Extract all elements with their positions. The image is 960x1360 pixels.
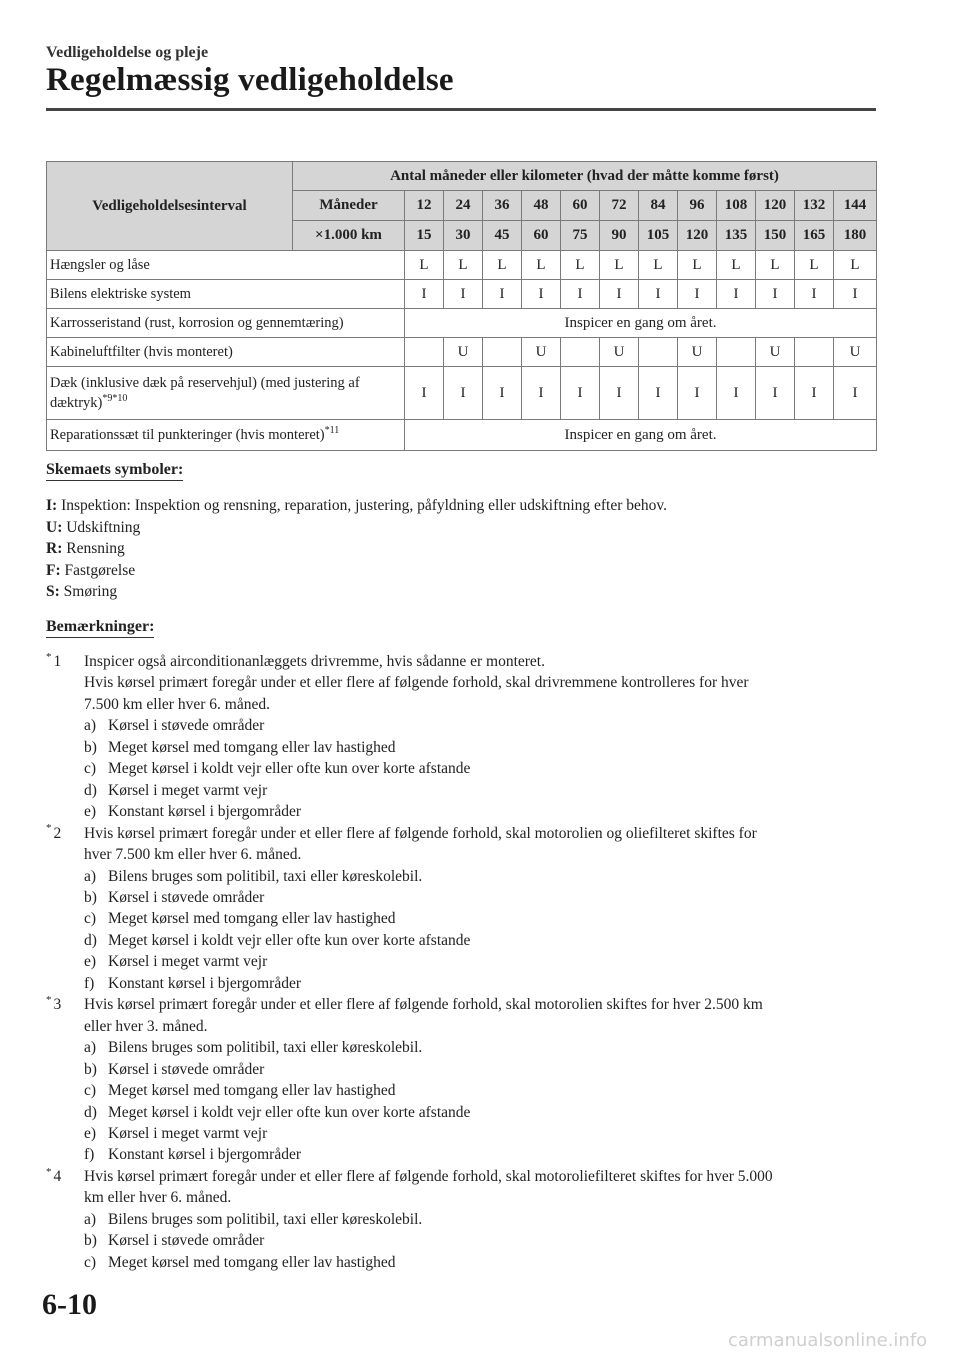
subitem-text: Meget kørsel i koldt vejr eller ofte kun over korte afstande	[108, 760, 471, 778]
km-value: 150	[756, 221, 795, 251]
subitem-letter: a)	[84, 717, 97, 735]
table-row	[47, 338, 877, 367]
note-line: Hvis kørsel primært foregår under et eller flere af følgende forhold, skal motorolien skiftes for hver 2.500 km	[84, 996, 763, 1014]
note-subitem	[84, 1037, 886, 1058]
subitem-text: Kørsel i støvede områder	[108, 717, 265, 735]
month-value: 72	[600, 191, 639, 221]
table-cell	[717, 338, 756, 367]
subitem-text: Konstant kørsel i bjergområder	[108, 974, 301, 992]
km-value: 90	[600, 221, 639, 251]
note-number: 4	[53, 1167, 62, 1185]
km-value: 15	[405, 221, 444, 251]
km-value: 105	[639, 221, 678, 251]
month-value: 120	[756, 191, 795, 221]
interval-header: Vedligeholdelsesinterval	[47, 162, 293, 251]
table-cell: I	[600, 280, 639, 309]
subitem-text: Kørsel i støvede områder	[108, 888, 265, 906]
note-marker	[46, 994, 61, 1015]
km-value: 120	[678, 221, 717, 251]
subitem-letter: a)	[84, 867, 97, 885]
km-value: 75	[561, 221, 600, 251]
row-label-text: Karrosseristand (rust, korrosion og gennemtæring)	[50, 315, 344, 331]
table-cell: I	[717, 280, 756, 309]
symbol-key: S:	[46, 583, 60, 601]
subitem-letter: b)	[84, 738, 97, 756]
table-cell	[639, 338, 678, 367]
subitem-letter: e)	[84, 803, 97, 821]
symbol-key: U:	[46, 518, 63, 536]
row-label	[47, 338, 405, 367]
table-cell: I	[717, 367, 756, 420]
month-value: 60	[561, 191, 600, 221]
table-cell	[483, 338, 522, 367]
symbol-key: F:	[46, 561, 61, 579]
subitem-letter: d)	[84, 781, 97, 799]
row-label	[47, 367, 405, 420]
symbol-text: Udskiftning	[66, 518, 141, 536]
table-cell: I	[639, 280, 678, 309]
note-subitem	[84, 758, 886, 779]
note-subitem	[84, 973, 886, 994]
note-subitem	[84, 737, 886, 758]
note-number: 2	[53, 824, 62, 842]
symbols-heading: Skemaets symboler:	[46, 461, 183, 481]
note-number: 3	[53, 996, 62, 1014]
month-value: 132	[795, 191, 834, 221]
km-value: 60	[522, 221, 561, 251]
notes-heading: Bemærkninger:	[46, 618, 154, 638]
table-cell	[795, 338, 834, 367]
row-label	[47, 420, 405, 451]
table-cell: I	[795, 367, 834, 420]
table-cell: L	[522, 251, 561, 280]
note-item	[46, 651, 886, 823]
table-cell: I	[678, 280, 717, 309]
note-star: *	[46, 994, 52, 1007]
subitem-letter: b)	[84, 888, 97, 906]
note-subitem	[84, 1059, 886, 1080]
subitem-text: Meget kørsel med tomgang eller lav hastighed	[108, 910, 396, 928]
table-cell: U	[678, 338, 717, 367]
month-value: 36	[483, 191, 522, 221]
note-subitem	[84, 715, 886, 736]
subitem-letter: d)	[84, 931, 97, 949]
note-subitem	[84, 1102, 886, 1123]
page-number: 6-10	[42, 1288, 97, 1321]
row-label	[47, 251, 405, 280]
table-cell: U	[600, 338, 639, 367]
subitem-letter: d)	[84, 1103, 97, 1121]
note-subitem	[84, 1252, 886, 1273]
table-cell: U	[444, 338, 483, 367]
note-line: 7.500 km eller hver 6. måned.	[84, 695, 270, 713]
km-value: 30	[444, 221, 483, 251]
table-row	[47, 420, 877, 451]
note-item	[46, 823, 886, 995]
subitem-text: Bilens bruges som politibil, taxi eller køreskolebil.	[108, 867, 423, 885]
month-value: 24	[444, 191, 483, 221]
table-cell: U	[834, 338, 877, 367]
table-header-row	[47, 162, 877, 191]
watermark: carmanualsonline.info	[728, 1330, 928, 1351]
symbol-item	[46, 560, 667, 582]
subitem-text: Bilens bruges som politibil, taxi eller køreskolebil.	[108, 1210, 423, 1228]
symbol-key: I:	[46, 497, 58, 514]
subitem-letter: e)	[84, 953, 97, 971]
symbol-item	[46, 495, 667, 517]
note-subitem	[84, 908, 886, 929]
symbol-text: Inspektion: Inspektion og rensning, reparation, justering, påfyldning eller udskiftning efter behov.	[61, 497, 668, 514]
row-label	[47, 309, 405, 338]
note-subitem	[84, 1123, 886, 1144]
table-cell: I	[444, 280, 483, 309]
subitem-text: Kørsel i støvede områder	[108, 1060, 265, 1078]
symbol-text: Rensning	[66, 540, 125, 558]
symbol-text: Smøring	[63, 583, 118, 601]
note-line: Hvis kørsel primært foregår under et eller flere af følgende forhold, skal motorolien og oliefilteret skiftes for	[84, 824, 757, 842]
table-cell: L	[600, 251, 639, 280]
km-value: 180	[834, 221, 877, 251]
table-cell: L	[483, 251, 522, 280]
note-marker	[46, 1166, 61, 1187]
table-cell: I	[444, 367, 483, 420]
row-label-text: Kabineluftfilter (hvis monteret)	[50, 344, 233, 360]
month-value: 96	[678, 191, 717, 221]
subitem-letter: a)	[84, 1039, 97, 1057]
table-cell: I	[756, 280, 795, 309]
subitem-text: Meget kørsel med tomgang eller lav hastighed	[108, 738, 396, 756]
month-value: 108	[717, 191, 756, 221]
note-line: Hvis kørsel primært foregår under et eller flere af følgende forhold, skal drivremmene kontrolleres for hver	[84, 674, 749, 692]
subitem-letter: c)	[84, 760, 97, 778]
table-cell: I	[639, 367, 678, 420]
subitem-letter: a)	[84, 1210, 97, 1228]
table-cell	[561, 338, 600, 367]
subitem-text: Meget kørsel med tomgang eller lav hastighed	[108, 1253, 396, 1271]
table-cell: I	[834, 367, 877, 420]
page-title: Regelmæssig vedligeholdelse	[46, 62, 454, 98]
table-row	[47, 251, 877, 280]
note-subitem	[84, 1230, 886, 1251]
symbol-item	[46, 538, 667, 560]
note-star: *	[46, 822, 52, 835]
table-cell: I	[561, 280, 600, 309]
subitem-letter: b)	[84, 1060, 97, 1078]
km-label: ×1.000 km	[293, 221, 405, 251]
symbol-text: Fastgørelse	[64, 561, 136, 579]
table-cell: I	[561, 367, 600, 420]
table-cell: I	[678, 367, 717, 420]
subitem-letter: c)	[84, 1082, 97, 1100]
month-value: 12	[405, 191, 444, 221]
table-cell: I	[405, 367, 444, 420]
note-subitem	[84, 951, 886, 972]
note-subitem	[84, 866, 886, 887]
note-star: *	[46, 1165, 52, 1178]
subitem-letter: f)	[84, 1146, 95, 1164]
subitem-text: Konstant kørsel i bjergområder	[108, 1146, 301, 1164]
months-label: Måneder	[293, 191, 405, 221]
note-item	[46, 1166, 886, 1273]
table-cell: L	[639, 251, 678, 280]
table-row	[47, 367, 877, 420]
subitem-letter: b)	[84, 1232, 97, 1250]
month-value: 144	[834, 191, 877, 221]
table-cell: I	[522, 280, 561, 309]
symbol-item	[46, 581, 667, 603]
footnote-ref: *11	[324, 425, 340, 437]
span-header: Antal måneder eller kilometer (hvad der måtte komme først)	[293, 162, 877, 191]
subitem-letter: e)	[84, 1124, 97, 1142]
table-cell: I	[483, 280, 522, 309]
month-value: 48	[522, 191, 561, 221]
subitem-text: Meget kørsel i koldt vejr eller ofte kun over korte afstande	[108, 931, 471, 949]
row-label-text: Dæk (inklusive dæk på reservehjul) (med justering af dæktryk)	[50, 375, 360, 411]
span-cell: Inspicer en gang om året.	[405, 309, 877, 338]
symbol-item	[46, 517, 667, 539]
note-item	[46, 994, 886, 1166]
table-cell: L	[444, 251, 483, 280]
note-line: eller hver 3. måned.	[84, 1017, 208, 1035]
row-label	[47, 280, 405, 309]
note-subitem	[84, 780, 886, 801]
title-divider	[46, 108, 876, 111]
note-subitem	[84, 1080, 886, 1101]
subitem-letter: c)	[84, 910, 97, 928]
table-row	[47, 309, 877, 338]
table-cell: I	[834, 280, 877, 309]
note-marker	[46, 823, 61, 844]
maintenance-schedule-table	[46, 161, 877, 451]
table-cell: U	[522, 338, 561, 367]
notes-list	[46, 651, 886, 1273]
table-cell: L	[678, 251, 717, 280]
note-subitem	[84, 887, 886, 908]
table-cell: L	[405, 251, 444, 280]
month-value: 84	[639, 191, 678, 221]
subitem-letter: c)	[84, 1253, 97, 1271]
note-subitem	[84, 801, 886, 822]
section-label: Vedligeholdelse og pleje	[46, 44, 209, 61]
row-label-text: Reparationssæt til punkteringer (hvis monteret)	[50, 427, 325, 443]
table-row	[47, 280, 877, 309]
subitem-text: Meget kørsel i koldt vejr eller ofte kun over korte afstande	[108, 1103, 471, 1121]
subitem-text: Kørsel i støvede områder	[108, 1232, 265, 1250]
table-cell: I	[522, 367, 561, 420]
table-cell: L	[717, 251, 756, 280]
km-value: 45	[483, 221, 522, 251]
symbol-key: R:	[46, 540, 63, 558]
note-line: Hvis kørsel primært foregår under et eller flere af følgende forhold, skal motoroliefilteret skiftes for hver 5.000	[84, 1167, 773, 1185]
subitem-text: Kørsel i meget varmt vejr	[108, 1124, 268, 1142]
km-value: 165	[795, 221, 834, 251]
table-cell: L	[834, 251, 877, 280]
table-cell: I	[795, 280, 834, 309]
table-cell: I	[756, 367, 795, 420]
table-cell: I	[600, 367, 639, 420]
table-cell: L	[756, 251, 795, 280]
row-label-text: Hængsler og låse	[50, 257, 150, 273]
note-subitem	[84, 1209, 886, 1230]
span-cell: Inspicer en gang om året.	[405, 420, 877, 451]
note-subitem	[84, 930, 886, 951]
footnote-ref: *9*10	[102, 393, 128, 405]
note-line: km eller hver 6. måned.	[84, 1189, 232, 1207]
note-line: hver 7.500 km eller hver 6. måned.	[84, 846, 302, 864]
symbols-list	[46, 495, 667, 603]
table-cell: I	[483, 367, 522, 420]
note-star: *	[46, 650, 52, 663]
subitem-text: Kørsel i meget varmt vejr	[108, 953, 268, 971]
note-line: Inspicer også airconditionanlæggets drivremme, hvis sådanne er monteret.	[84, 653, 545, 670]
subitem-text: Meget kørsel med tomgang eller lav hastighed	[108, 1082, 396, 1100]
table-cell: L	[561, 251, 600, 280]
table-cell: I	[405, 280, 444, 309]
table-cell	[405, 338, 444, 367]
subitem-text: Bilens bruges som politibil, taxi eller køreskolebil.	[108, 1039, 423, 1057]
row-label-text: Bilens elektriske system	[50, 286, 191, 302]
note-subitem	[84, 1144, 886, 1165]
km-value: 135	[717, 221, 756, 251]
table-cell: U	[756, 338, 795, 367]
note-number: 1	[53, 653, 62, 670]
subitem-letter: f)	[84, 974, 95, 992]
subitem-text: Konstant kørsel i bjergområder	[108, 803, 301, 821]
table-cell: L	[795, 251, 834, 280]
subitem-text: Kørsel i meget varmt vejr	[108, 781, 268, 799]
note-marker	[46, 651, 61, 672]
